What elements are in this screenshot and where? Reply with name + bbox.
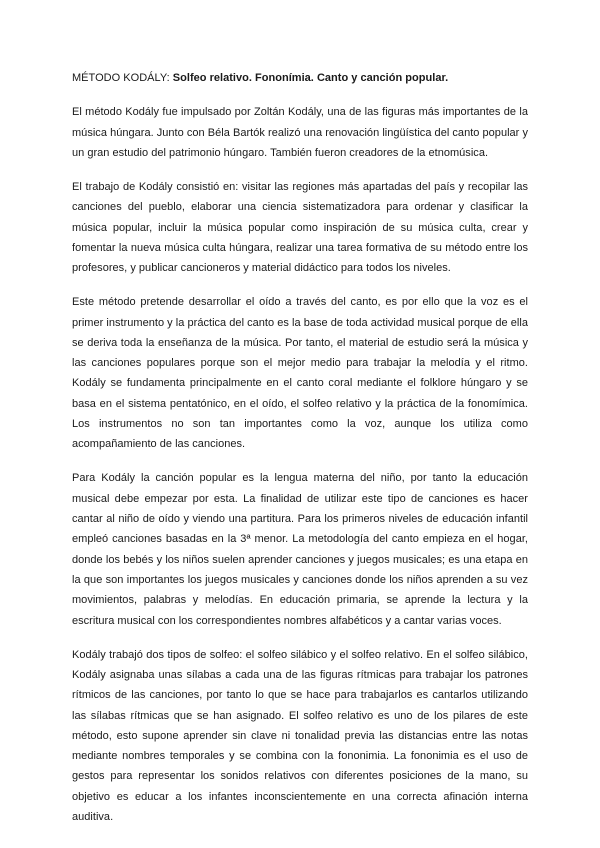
document-title [72,68,528,88]
title-prefix: MÉTODO KODÁLY: [72,72,173,84]
paragraph-work: El trabajo de Kodály consistió en: visitar las regiones más apartadas del país y recopilar las canciones del pueblo, elaborar una ciencia sistematizadora para ordenar y clasificar la música popular, incluir la música popular como inspiración de su música culta, crear y fomentar la nueva música culta húngara, realizar una tarea formativa de su método entre los profesores, y publicar cancioneros y material didáctico para todos los niveles. [72,180,528,275]
title-main: Solfeo relativo. Fononímia. Canto y canción popular. [172,72,449,84]
paragraph-popular-song: Para Kodály la canción popular es la lengua materna del niño, por tanto la educación musical debe empezar por esta. La finalidad de utilizar este tipo de canciones es hacer cantar al niño de oído y viendo una partitura. Para los primeros niveles de educación infantil empleó canciones basadas en la 3ª menor. La metodología del canto empieza en el hogar, donde los bebés y los niños suelen aprender canciones y juegos musicales; es una etapa en la que son importantes los juegos musicales y canciones donde los niños aprenden a su vez movimientos, palabras y melodías. En educación primaria, se aprende la lectura y la escritura musical con los correspondientes nombres alfabéticos y a cantar varias voces. [72,472,528,627]
paragraph-method: Este método pretende desarrollar el oído a través del canto, es por ello que la voz es el primer instrumento y la práctica del canto es la base de toda actividad musical porque de ella se deriva toda la enseñanza de la música. Por tanto, el material de estudio será la música y las canciones populares porque son el mejor medio para trabajar la melodía y el ritmo. Kodály se fundamenta principalmente en el canto coral mediante el folklore húngaro y se basa en el sistema pentatónico, en el oído, el solfeo relativo y la práctica de la fonomímica. Los instrumentos no son tan importantes como la voz, aunque los utiliza como acompañamiento de las canciones. [72,296,528,451]
document-page [72,68,528,841]
paragraph-solfeo: Kodály trabajó dos tipos de solfeo: el solfeo silábico y el solfeo relativo. En el solfeo silábico, Kodály asignaba unas sílabas a cada una de las figuras rítmicas para trabajar los patrones rítmicos de las canciones, por tanto lo que se hace para trabajarlos es cantarlos utilizando las sílabas rítmicas que se han asignado. El solfeo relativo es uno de los pilares de este método, esto supone aprender sin clave ni tonalidad previa las distancias entre las notas mediante nombres temporales y se combina con la fononimia. La fononimia es el uso de gestos para representar los sonidos relativos con diferentes posiciones de la mano, su objetivo es educar a los infantes inconscientemente en una correcta afinación interna auditiva. [72,648,528,823]
paragraph-intro: El método Kodály fue impulsado por Zoltán Kodály, una de las figuras más importantes de la música húngara. Junto con Béla Bartók realizó una renovación lingüística del canto popular y un gran estudio del patrimonio húngaro. También fueron creadores de la etnomúsica. [72,106,528,159]
